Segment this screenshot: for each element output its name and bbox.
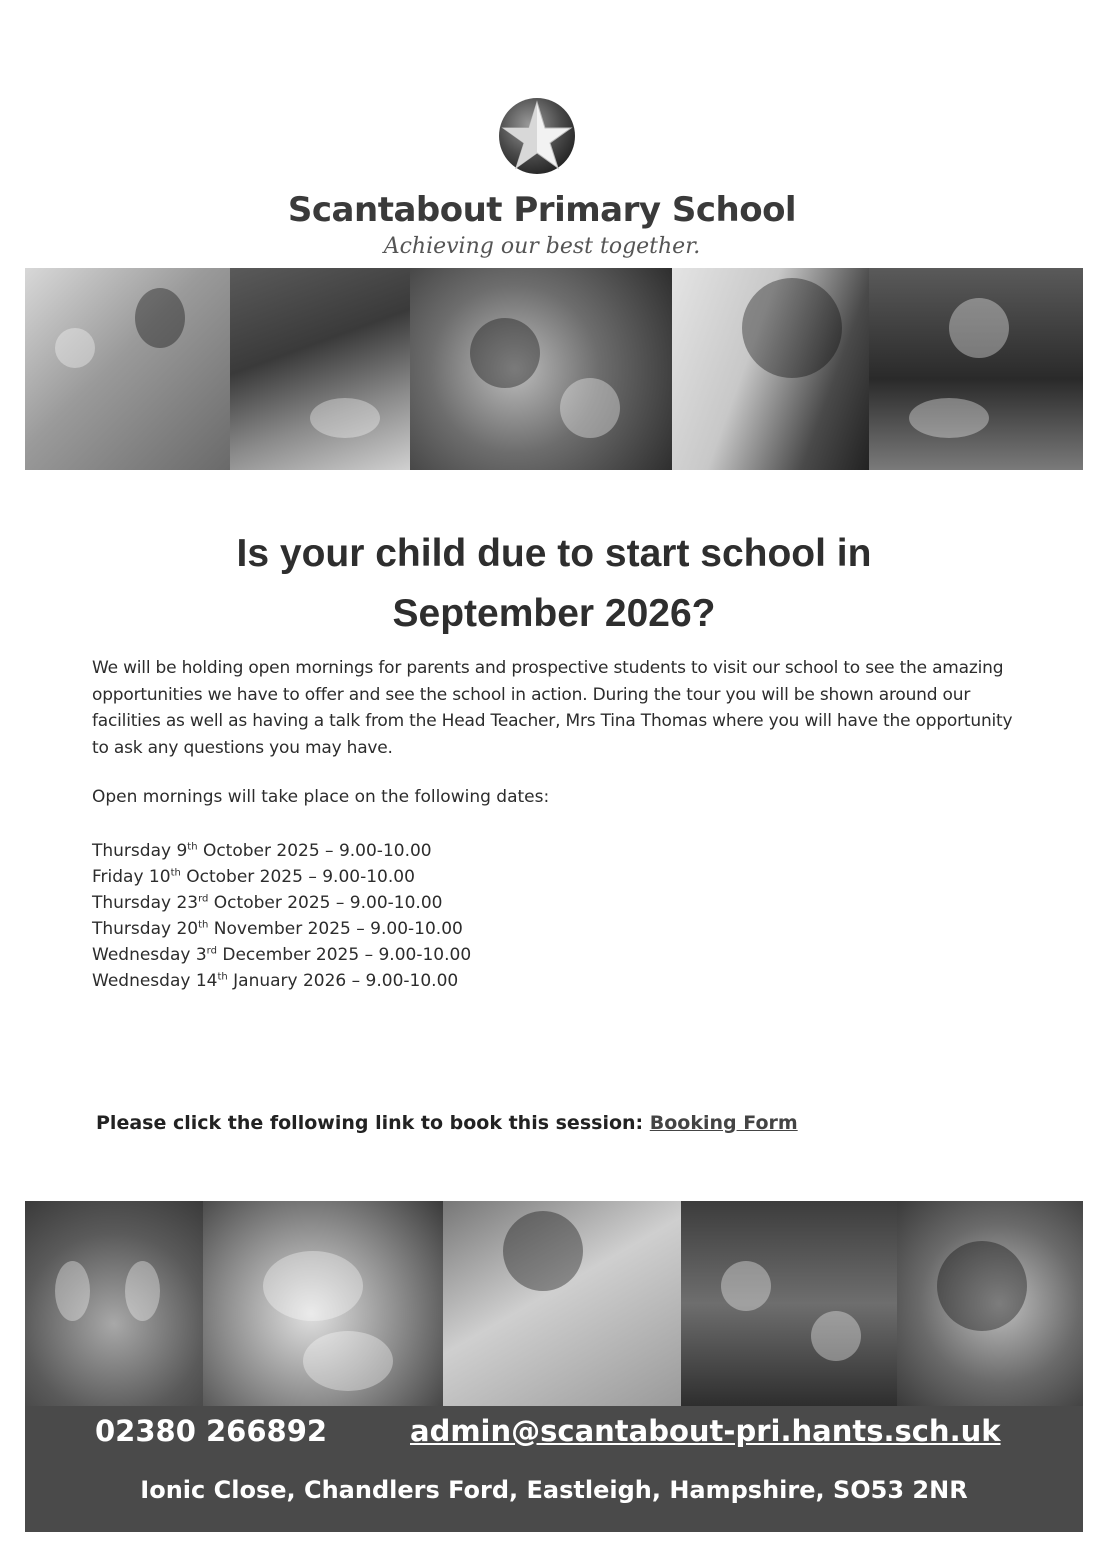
photo-children-in-leaves	[410, 268, 672, 470]
intro-text: We will be holding open mornings for parents and prospective students to visit our school to see the amazing opportunities we have to offer and see the school in action. During the tour you will be shown around our facilities as well as having a talk from the Head Teacher, Mrs Tina Thomas where you will have the opportunity to ask any questions you may have.	[92, 658, 1013, 758]
intro-paragraph	[92, 655, 1032, 761]
date-item: Friday 10th October 2025 – 9.00-10.00	[92, 867, 415, 887]
date-item: Wednesday 3rd December 2025 – 9.00-10.00	[92, 945, 472, 965]
school-tagline: Achieving our best together.	[383, 234, 701, 259]
top-photo-strip	[25, 268, 1083, 470]
booking-form-link[interactable]: Booking Form	[649, 1112, 798, 1134]
photo-child-painting	[443, 1201, 681, 1406]
photo-child-drawing	[672, 268, 869, 470]
photo-yoga-stretch	[681, 1201, 897, 1406]
booking-line	[96, 1112, 798, 1134]
photo-child-hi-vis	[897, 1201, 1083, 1406]
date-item: Thursday 9th October 2025 – 9.00-10.00	[92, 841, 432, 861]
photo-hands-with-seeds	[203, 1201, 443, 1406]
heading-line-1: Is your child due to start school in	[236, 532, 872, 575]
open-morning-dates-list	[92, 838, 471, 994]
bottom-photo-strip	[25, 1201, 1083, 1406]
school-name: Scantabout Primary School	[287, 190, 797, 230]
photo-wellington-boots	[25, 1201, 203, 1406]
booking-text: Please click the following link to book this session:	[96, 1112, 650, 1134]
phone-number: 02380 266892	[95, 1414, 328, 1448]
heading-line-2: September 2026?	[392, 592, 716, 635]
photo-climbing-frame	[25, 268, 230, 470]
photo-gym-exercise	[869, 268, 1083, 470]
school-logo-star-icon	[497, 96, 577, 176]
date-item: Wednesday 14th January 2026 – 9.00-10.00	[92, 971, 459, 991]
date-item: Thursday 20th November 2025 – 9.00-10.00	[92, 919, 463, 939]
date-item: Thursday 23rd October 2025 – 9.00-10.00	[92, 893, 443, 913]
page-heading	[0, 524, 1108, 644]
email-link[interactable]: admin@scantabout-pri.hants.sch.uk	[410, 1414, 1001, 1448]
school-address: Ionic Close, Chandlers Ford, Eastleigh, Hampshire, SO53 2NR	[140, 1476, 968, 1504]
dates-intro: Open mornings will take place on the following dates:	[92, 787, 550, 807]
photo-first-aid-class	[230, 268, 410, 470]
